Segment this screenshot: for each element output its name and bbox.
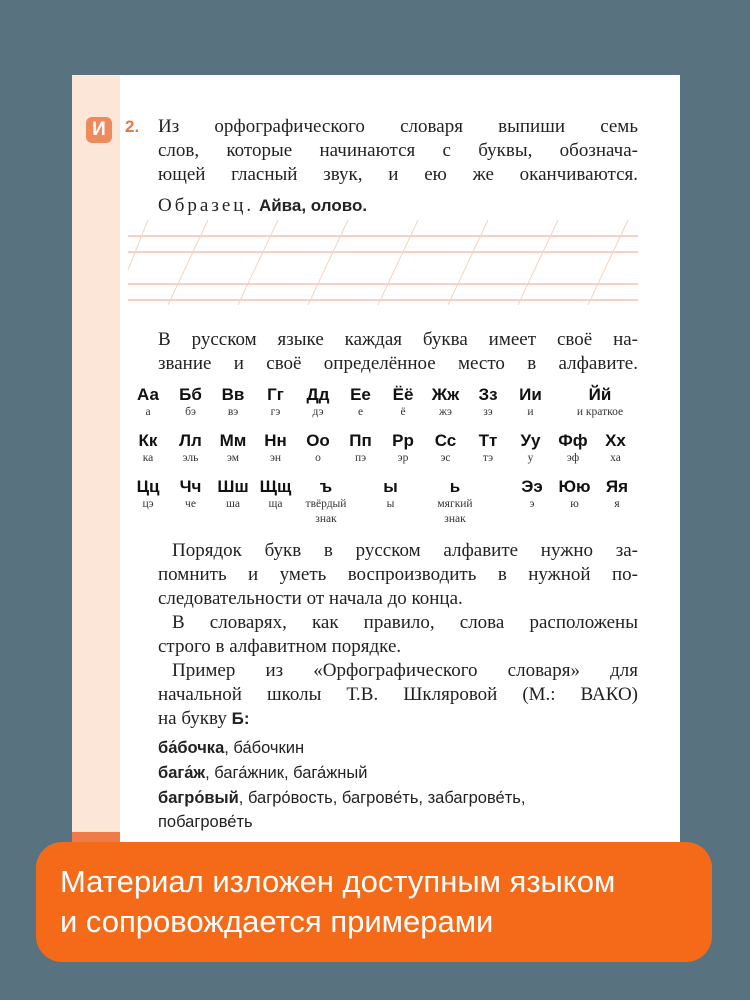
letter-glyph: Ёё xyxy=(392,385,414,404)
letter-glyph: Хх xyxy=(605,431,626,450)
dictionary-forms: , ба́бочкин xyxy=(224,739,305,757)
letter-glyph: Оо xyxy=(306,431,330,450)
paragraph3-text: на букву xyxy=(158,708,232,729)
letter-glyph: ъ xyxy=(319,477,333,496)
letter-name: у xyxy=(527,452,534,464)
sample-row xyxy=(158,195,367,217)
paragraph3-letter: Б: xyxy=(231,709,250,728)
writing-lines xyxy=(128,220,638,305)
task-text-line: ющей гласный звук, и ею же оканчиваются. xyxy=(158,164,638,185)
letter-glyph: Аа xyxy=(137,385,159,404)
dictionary-entry xyxy=(158,739,304,758)
letter-name: эн xyxy=(269,452,282,464)
letter-name: о xyxy=(315,452,321,464)
paragraph1-line xyxy=(158,539,638,563)
letter-glyph: Цц xyxy=(136,477,160,496)
alphabet-letter xyxy=(299,477,353,527)
paragraph3-line xyxy=(158,659,638,683)
letter-name: цэ xyxy=(142,498,154,510)
letter-name: че xyxy=(185,498,196,510)
letter-name: ха xyxy=(610,452,621,464)
letter-glyph: Фф xyxy=(558,431,588,450)
task-type-badge: И xyxy=(86,117,112,143)
letter-name: эм xyxy=(226,452,240,464)
letter-name: ща xyxy=(268,498,283,510)
alphabet-letter xyxy=(504,385,558,420)
letter-name: э xyxy=(529,498,535,510)
dictionary-entry xyxy=(158,764,367,783)
letter-name: знак xyxy=(315,513,337,525)
letter-glyph: Яя xyxy=(605,477,629,496)
dictionary-headword: багро́вый xyxy=(158,789,239,807)
paragraph2-line: строго в алфавитном порядке. xyxy=(158,636,402,657)
letter-glyph: Гг xyxy=(267,385,284,404)
letter-name: твёрдый xyxy=(305,498,347,510)
letter-name: а xyxy=(145,406,151,418)
letter-name: вэ xyxy=(227,406,239,418)
letter-glyph: Ээ xyxy=(521,477,543,496)
letter-glyph: Чч xyxy=(179,477,202,496)
intro-line: В русском языке каждая буква имеет своё на- xyxy=(158,329,638,350)
letter-name: эр xyxy=(397,452,409,464)
paragraph1-text: Порядок букв в русском алфавите нужно за- xyxy=(172,540,638,561)
alphabet-letter xyxy=(590,477,644,512)
alphabet-letter xyxy=(249,477,303,512)
letter-name: ка xyxy=(142,452,154,464)
promo-banner-text xyxy=(60,862,700,942)
letter-glyph: ь xyxy=(449,477,461,496)
letter-name: зэ xyxy=(483,406,493,418)
letter-glyph: Ии xyxy=(519,385,542,404)
dictionary-entry xyxy=(158,789,525,808)
letter-glyph: Йй xyxy=(588,385,612,404)
letter-name: ы xyxy=(386,498,395,510)
letter-name: и краткое xyxy=(576,406,624,418)
letter-glyph: Тт xyxy=(478,431,498,450)
letter-name: жэ xyxy=(439,406,452,418)
letter-glyph: Бб xyxy=(179,385,202,404)
letter-name: ю xyxy=(570,498,579,510)
paragraph3-line: начальной школы Т.В. Шкляровой (М.: ВАКО) xyxy=(158,684,638,705)
sample-words: Айва, олово. xyxy=(258,196,368,215)
paragraph3-text: Пример из «Орфографического словаря» для xyxy=(172,660,638,681)
letter-name: эс xyxy=(440,452,451,464)
letter-glyph: Нн xyxy=(264,431,287,450)
dictionary-headword: ба́бочка xyxy=(158,739,225,757)
promo-banner-line: Материал изложен доступным языком xyxy=(60,864,616,899)
promo-banner xyxy=(36,842,712,962)
dictionary-forms: , багро́вость, багрове́ть, забагрове́ть, xyxy=(238,789,526,807)
letter-name: тэ xyxy=(482,452,494,464)
letter-name: эф xyxy=(566,452,580,464)
letter-name: пэ xyxy=(354,452,367,464)
sample-label: Образец. xyxy=(158,195,255,216)
letter-glyph: Жж xyxy=(431,385,460,404)
paragraph2-text: В словарях, как правило, слова расположены xyxy=(172,612,638,633)
letter-glyph: Мм xyxy=(219,431,247,450)
paragraph3-line xyxy=(158,707,638,731)
letter-glyph: Рр xyxy=(392,431,414,450)
letter-glyph: Юю xyxy=(558,477,591,496)
page-margin-strip xyxy=(72,75,120,855)
letter-name: бэ xyxy=(185,406,196,418)
letter-glyph: Ее xyxy=(350,385,371,404)
alphabet-letter xyxy=(560,385,640,420)
dictionary-entry xyxy=(158,813,253,832)
letter-name: ё xyxy=(400,406,406,418)
paragraph1-line: помнить и уметь воспроизводить в нужной по- xyxy=(158,564,638,585)
paragraph2-line xyxy=(158,611,638,635)
letter-name: дэ xyxy=(312,406,324,418)
task-number: 2. xyxy=(125,117,140,136)
letter-name: и xyxy=(527,406,534,418)
paragraph1-line: следовательности от начала до конца. xyxy=(158,588,463,609)
letter-glyph: Щщ xyxy=(259,477,292,496)
letter-name: я xyxy=(614,498,620,510)
letter-glyph: Лл xyxy=(179,431,202,450)
letter-glyph: Сс xyxy=(434,431,457,450)
alphabet-letter xyxy=(428,477,482,527)
promo-banner-line: и сопровождается примерами xyxy=(60,904,494,939)
alphabet-letter xyxy=(589,431,643,466)
letter-glyph: Зз xyxy=(478,385,498,404)
dictionary-headword: бага́ж xyxy=(158,764,206,782)
letter-name: ша xyxy=(226,498,240,510)
task-text-line: Из орфографического словаря выпиши семь xyxy=(158,116,638,137)
letter-glyph: Кк xyxy=(138,431,158,450)
alphabet-letter xyxy=(364,477,418,512)
task-text-line: слов, которые начинаются с буквы, обознача- xyxy=(158,140,638,161)
letter-glyph: Уу xyxy=(520,431,541,450)
letter-name: гэ xyxy=(270,406,281,418)
letter-name: знак xyxy=(444,513,466,525)
letter-glyph: Шш xyxy=(217,477,249,496)
intro-line: звание и своё определённое место в алфавите. xyxy=(158,353,638,374)
dictionary-forms: , бага́жник, бага́жный xyxy=(205,764,368,782)
letter-glyph: ы xyxy=(383,477,398,496)
letter-name: мягкий xyxy=(437,498,473,510)
letter-glyph: Вв xyxy=(221,385,245,404)
letter-name: е xyxy=(357,406,364,418)
letter-glyph: Пп xyxy=(349,431,372,450)
letter-glyph: Дд xyxy=(306,385,330,404)
letter-name: эль xyxy=(182,452,199,464)
textbook-page xyxy=(72,75,680,855)
dictionary-forms: побагрове́ть xyxy=(158,813,253,831)
